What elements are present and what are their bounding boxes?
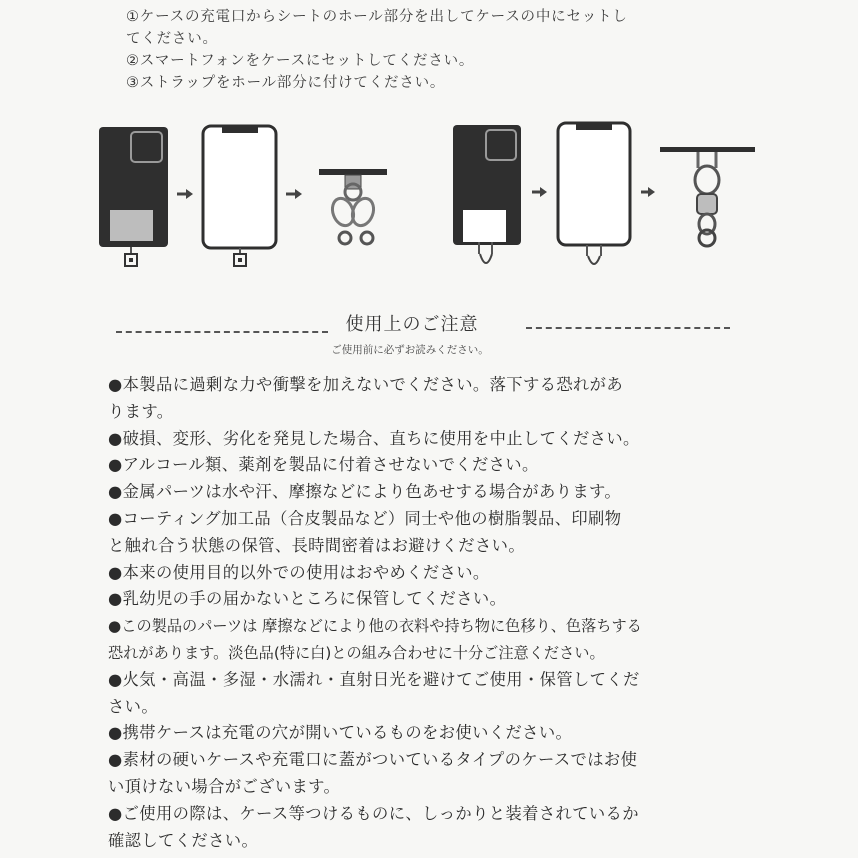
note-line: ●ご使用の際は、ケース等つけるものに、しっかりと装着されているか bbox=[108, 803, 639, 823]
strap-ring-icon bbox=[319, 169, 387, 244]
note-line: 恐れがあります。淡色品(特に白)との組み合わせに十分ご注意ください。 bbox=[108, 643, 605, 662]
step-1-line-2: てください。 bbox=[126, 31, 218, 47]
sequence-a bbox=[99, 126, 387, 266]
setup-diagram-svg bbox=[0, 110, 858, 280]
sequence-b bbox=[453, 123, 755, 264]
note-line: ●携帯ケースは充電の穴が開いているものをお使いください。 bbox=[108, 723, 573, 743]
note-line: い頂けない場合がございます。 bbox=[108, 776, 341, 796]
precautions-header bbox=[110, 308, 730, 358]
arrow-right-icon bbox=[641, 187, 655, 197]
step-2: ②スマートフォンをケースにセットしてください。 bbox=[126, 53, 475, 69]
note-line: ●アルコール類、薬剤を製品に付着させないでください。 bbox=[108, 455, 539, 475]
note-line: と触れ合う状態の保管、長時間密着はお避けください。 bbox=[108, 535, 526, 555]
dashed-divider-right bbox=[526, 327, 730, 329]
precautions-list bbox=[108, 372, 748, 854]
note-line: ●乳幼児の手の届かないところに保管してください。 bbox=[108, 589, 507, 609]
note-line: ●この製品のパーツは 摩擦などにより他の衣料や持ち物に色移り、色落ちする bbox=[108, 617, 642, 636]
phone-front-icon bbox=[558, 123, 630, 264]
phone-case-back-icon bbox=[99, 127, 168, 266]
dashed-divider-left bbox=[116, 331, 328, 333]
phone-case-back-icon bbox=[453, 125, 521, 263]
section-subtitle: ご使用前に必ずお読みください。 bbox=[331, 344, 489, 356]
section-title: 使用上のご注意 bbox=[345, 314, 479, 335]
note-line: ●破損、変形、劣化を発見した場合、直ちに使用を中止してください。 bbox=[108, 428, 640, 448]
note-line: ●本来の使用目的以外での使用はおやめください。 bbox=[108, 562, 490, 582]
arrow-right-icon bbox=[532, 187, 547, 197]
step-1-line-1: ①ケースの充電口からシートのホール部分を出してケースの中にセットし bbox=[126, 9, 628, 25]
step-3: ③ストラップをホール部分に付けてください。 bbox=[126, 75, 446, 91]
arrow-right-icon bbox=[177, 189, 193, 199]
note-line: さい。 bbox=[108, 696, 159, 716]
note-line: ●素材の硬いケースや充電口に蓋がついているタイプのケースではお使 bbox=[108, 750, 638, 770]
note-line: ●火気・高温・多湿・水濡れ・直射日光を避けてご使用・保管してくだ bbox=[108, 669, 640, 689]
note-line: ●コーティング加工品（合皮製品など）同士や他の樹脂製品、印刷物 bbox=[108, 508, 622, 528]
phone-front-icon bbox=[203, 126, 276, 266]
arrow-right-icon bbox=[286, 189, 302, 199]
instruction-steps bbox=[126, 6, 726, 94]
note-line: ります。 bbox=[108, 401, 174, 421]
note-line: ●金属パーツは水や汗、摩擦などにより色あせする場合があります。 bbox=[108, 482, 622, 502]
note-line: 確認してください。 bbox=[108, 830, 259, 850]
strap-ring-icon bbox=[660, 147, 755, 246]
setup-diagrams bbox=[0, 110, 858, 280]
note-line: ●本製品に過剰な力や衝撃を加えないでください。落下する恐れがあ bbox=[108, 375, 624, 394]
